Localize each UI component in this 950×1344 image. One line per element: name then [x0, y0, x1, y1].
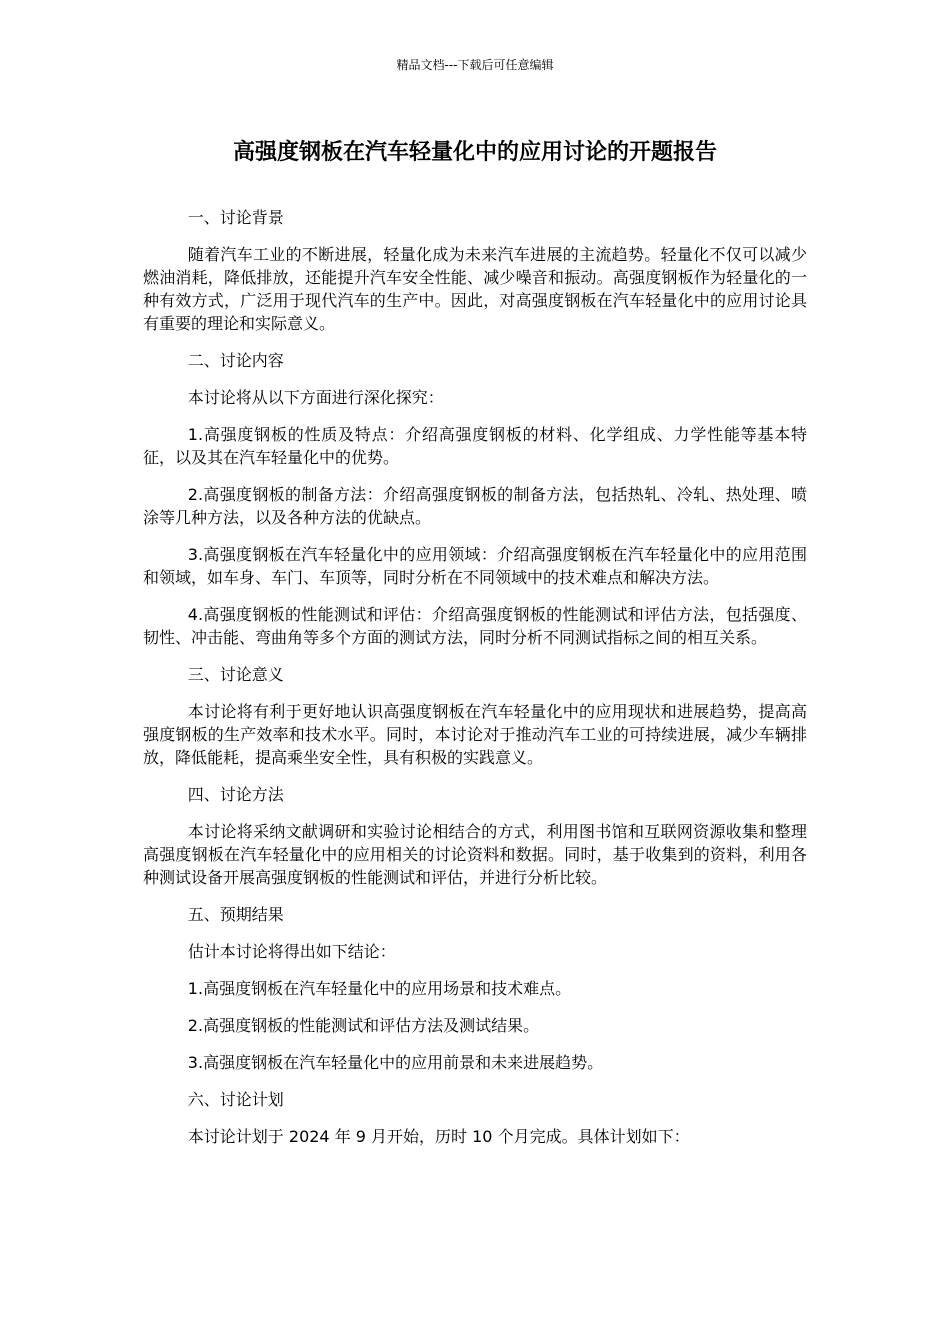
paragraph: 本讨论将从以下方面进行深化探究： [187, 388, 444, 407]
section-heading: 五、预期结果 [187, 905, 284, 924]
list-item: 1.高强度钢板在汽车轻量化中的应用场景和技术难点。 [187, 979, 572, 998]
list-item: 4.高强度钢板的性能测试和评估：介绍高强度钢板的性能测试和评估方法，包括强度、韧性、冲击能、弯曲角等多个方面的测试方法，同时分析不同测试指标之间的相互关系。 [143, 605, 807, 647]
paragraph: 估计本讨论将得出如下结论： [187, 942, 396, 961]
section-heading: 一、讨论背景 [187, 208, 284, 227]
section-heading: 六、讨论计划 [187, 1090, 284, 1109]
list-item: 2.高强度钢板的性能测试和评估方法及测试结果。 [187, 1016, 540, 1035]
list-item: 3.高强度钢板在汽车轻量化中的应用领域：介绍高强度钢板在汽车轻量化中的应用范围和领域，如车身、车门、车顶等，同时分析在不同领域中的技术难点和解决方法。 [143, 545, 807, 587]
section-significance [143, 663, 807, 769]
section-plan [143, 1088, 807, 1148]
list-item: 1.高强度钢板的性质及特点：介绍高强度钢板的材料、化学组成、力学性能等基本特征，以及其在汽车轻量化中的优势。 [143, 425, 807, 467]
section-content [143, 349, 807, 649]
section-expected-results [143, 903, 807, 1074]
paragraph: 本讨论计划于 2024 年 9 月开始，历时 10 个月完成。具体计划如下： [187, 1127, 690, 1146]
section-background [143, 206, 807, 335]
paragraph: 本讨论将有利于更好地认识高强度钢板在汽车轻量化中的应用现状和进展趋势，提高高强度钢板的生产效率和技术水平。同时，本讨论对于推动汽车工业的可持续进展，减少车辆排放，降低能耗，提高乘坐安全性，具有积极的实践意义。 [143, 702, 807, 767]
paragraph: 随着汽车工业的不断进展，轻量化成为未来汽车进展的主流趋势。轻量化不仅可以减少燃油消耗，降低排放，还能提升汽车安全性能、减少噪音和振动。高强度钢板作为轻量化的一种有效方式，广泛用于现代汽车的生产中。因此，对高强度钢板在汽车轻量化中的应用讨论具有重要的理论和实际意义。 [143, 245, 807, 333]
page-header-watermark: 精品文档---下载后可任意编辑 [396, 58, 554, 72]
section-heading: 三、讨论意义 [187, 665, 284, 684]
document-title: 高强度钢板在汽车轻量化中的应用讨论的开题报告 [232, 140, 717, 165]
document-body [143, 206, 807, 1162]
section-heading: 二、讨论内容 [187, 351, 284, 370]
paragraph: 本讨论将采纳文献调研和实验讨论相结合的方式，利用图书馆和互联网资源收集和整理高强度钢板在汽车轻量化中的应用相关的讨论资料和数据。同时，基于收集到的资料，利用各种测试设备开展高强度钢板的性能测试和评估，并进行分析比较。 [143, 822, 807, 887]
list-item: 2.高强度钢板的制备方法：介绍高强度钢板的制备方法，包括热轧、冷轧、热处理、喷涂等几种方法，以及各种方法的优缺点。 [143, 485, 807, 527]
section-heading: 四、讨论方法 [187, 785, 284, 804]
list-item: 3.高强度钢板在汽车轻量化中的应用前景和未来进展趋势。 [187, 1053, 604, 1072]
section-method [143, 783, 807, 889]
